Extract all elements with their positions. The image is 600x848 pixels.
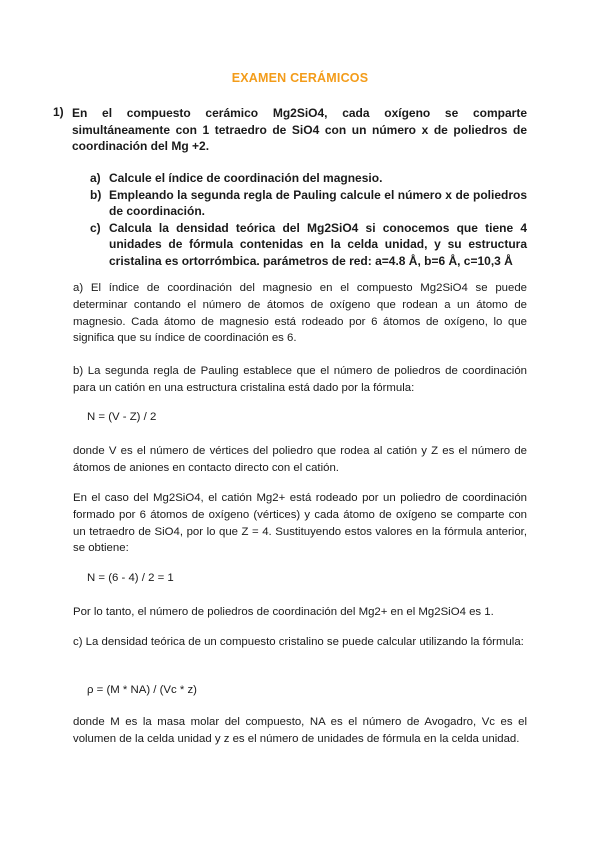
subquestion-text: Calcula la densidad teórica del Mg2SiO4 si conocemos que tiene 4 unidades de fórmula contenidas en la celda unidad, y su estructura cristalina es ortorrómbica. parámetros de red: a=4.8 Å, b=6 Å, c=10,3 Å [109, 220, 527, 268]
subquestion-text: Empleando la segunda regla de Pauling calcule el número x de poliedros de coordinación. [109, 187, 527, 218]
answer-c-intro: c) La densidad teórica de un compuesto cristalino se puede calcular utilizando la fórmula: [73, 636, 524, 648]
answer-b-conclusion: Por lo tanto, el número de poliedros de coordinación del Mg2+ en el Mg2SiO4 es 1. [73, 606, 494, 618]
answer-b-intro: b) La segunda regla de Pauling establece que el número de poliedros de coordinación para un catión en una estructura cristalina está dado por la fórmula: [73, 365, 527, 394]
answer-a: a) El índice de coordinación del magnesio en el compuesto Mg2SiO4 se puede determinar contando el número de átomos de oxígeno que rodean a un átomo de magnesio. Cada átomo de magnesio está rodeado por 6 átomos de oxígeno, lo que significa que su índice de coordinación es 6. [73, 282, 527, 345]
subquestion-text: Calcule el índice de coordinación del magnesio. [109, 171, 383, 185]
subquestion-b [90, 187, 527, 220]
question-1 [53, 105, 527, 155]
answer-b-case: En el caso del Mg2SiO4, el catión Mg2+ está rodeado por un poliedro de coordinación formado por 6 átomos de oxígeno (vértices) y cada átomo de oxígeno se comparte con un tetraedro de SiO4, por lo que Z = 4. Sustituyendo estos valores en la fórmula anterior, se obtiene: [73, 492, 527, 555]
subquestion-label: c) [90, 220, 101, 235]
formula-density: ρ = (M * NA) / (Vc * z) [87, 684, 197, 696]
answer-c-definition: donde M es la masa molar del compuesto, NA es el número de Avogadro, Vc es el volumen de la celda unidad y z es el número de unidades de fórmula en la celda unidad. [73, 716, 527, 745]
subquestion-a [90, 170, 527, 187]
exam-title: EXAMEN CERÁMICOS [231, 71, 369, 85]
subquestion-c [90, 220, 527, 270]
formula-pauling: N = (V - Z) / 2 [87, 411, 157, 423]
question-number: 1) [53, 105, 64, 119]
subquestion-label: b) [90, 187, 102, 202]
answer-b-definition: donde V es el número de vértices del poliedro que rodea al catión y Z es el número de átomos de aniones en contacto directo con el catión. [73, 445, 527, 474]
subquestion-list [90, 170, 527, 269]
formula-result: N = (6 - 4) / 2 = 1 [87, 572, 174, 584]
subquestion-label: a) [90, 171, 101, 185]
question-text: En el compuesto cerámico Mg2SiO4, cada oxígeno se comparte simultáneamente con 1 tetraedro de SiO4 con un número x de poliedros de coordinación del Mg +2. [72, 106, 527, 153]
